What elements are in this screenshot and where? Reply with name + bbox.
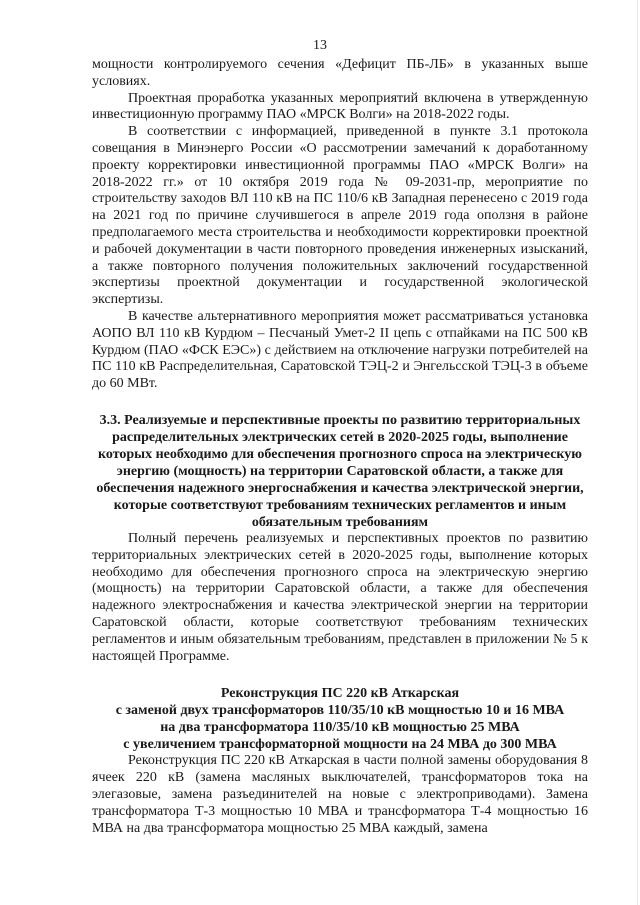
paragraph-reconstruction: Реконструкция ПС 220 кВ Аткарская в части полной замены оборудования 8 ячеек 220 кВ (замена масляных выключателей, трансформаторов тока на элегазовые, замена разъединителей на новые с электроприводами). Замена трансформатора Т-3 мощностью 10 МВА и трансформатора Т-4 мощностью 16 МВА на два трансформатора мощностью 25 МВА каждый, замена [92,753,588,836]
reconstruction-heading-line: с заменой двух трансформаторов 110/35/10 кВ мощностью 10 и 16 МВА [115,703,565,719]
reconstruction-heading-line: с увеличением трансформаторной мощности на 24 МВА до 300 МВА [123,737,557,753]
page-content [92,57,588,837]
reconstruction-heading-line: Реконструкция ПС 220 кВ Аткарская [220,686,460,702]
scan-edge-line [637,0,638,905]
reconstruction-heading-line: на два трансформатора 110/35/10 кВ мощностью 25 МВА [160,720,520,736]
paragraph-investment-program: Проектная проработка указанных мероприятий включена в утвержденную инвестиционную программу ПАО «МРСК Волги» на 2018-2022 годы. [92,90,588,123]
page-number: 13 [313,38,327,53]
paragraph-continuation: мощности контролируемого сечения «Дефицит ПБ-ЛБ» в указанных выше условиях. [92,57,588,89]
section-heading-3-3: 3.3. Реализуемые и перспективные проекты по развитию территориальных распределительных электрических сетей в 2020-2025 годы, выполнение которых необходимо для обеспечения прогнозного спроса на электрическую энергию (мощность) на территории Саратовской области, а также для обеспечения надежного энергоснабжения и качества электрической энергии, которые соответствуют требованиям технических регламентов и иным обязательным требованиям [96,412,584,530]
paragraph-protocol-info: В соответствии с информацией, приведенной в пункте 3.1 протокола совещания в Минэнерго России «О рассмотрении замечаний к доработанному проекту корректировки инвестиционной программы ПАО «МРСК Волги» на 2018-2022 гг.» от 10 октября 2019 года № 09-2031-пр, мероприятие по строительству заходов ВЛ 110 кВ на ПС 110/6 кВ Западная перенесено с 2019 года на 2021 год по причине случившегося в апреле 2019 года оползня в районе предполагаемого места строительства и необходимости корректировки проектной и рабочей документации в части повторного проведения инженерных изысканий, а также повторного получения положительных заключений государственной экспертизы проектной документации и государственной экологической экспертизы. [92,124,588,308]
reconstruction-heading [92,685,588,753]
paragraph-project-list: Полный перечень реализуемых и перспективных проектов по развитию территориальных электрических сетей в 2020-2025 годы, выполнение которых необходимо для обеспечения прогнозного спроса на электрическую энергию (мощность) на территории Саратовской области, а также для обеспечения надежного электроснабжения и качества электрической энергии на территории Саратовской области, которые соответствуют требованиям технических регламентов и иным обязательным требованиям, представлен в приложении № 5 к настоящей Программе. [92,530,588,664]
paragraph-alternative-measure: В качестве альтернативного мероприятия может рассматриваться установка АОПО ВЛ 110 кВ Курдюм – Песчаный Умет-2 II цепь с отпайками на ПС 500 кВ Курдюм (ПАО «ФСК ЕЭС») с действием на отключение нагрузки потребителей на ПС 110 кВ Распределительная, Саратовской ТЭЦ-2 и Энгельсской ТЭЦ-3 в объеме до 60 МВт. [92,308,588,392]
